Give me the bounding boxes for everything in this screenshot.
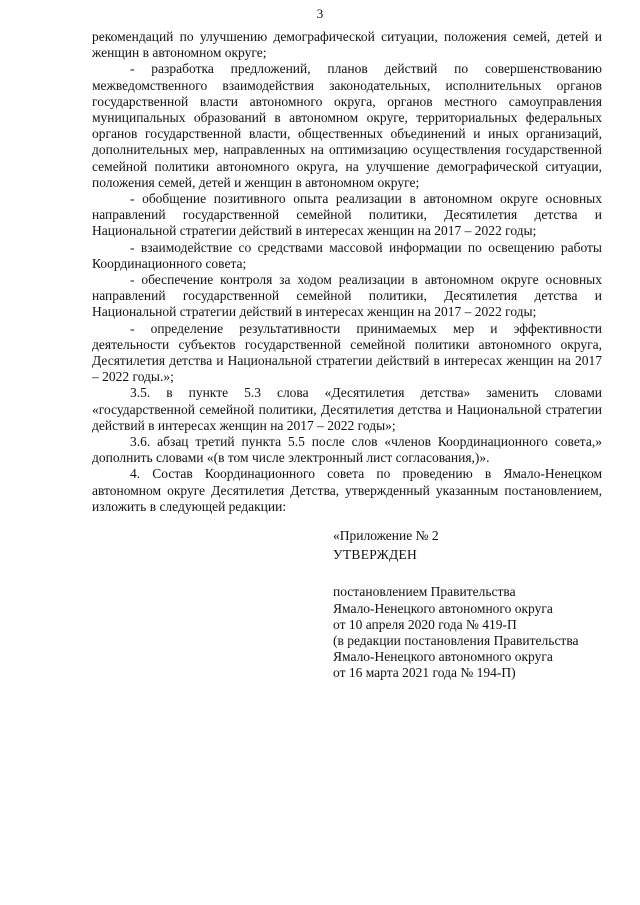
- paragraph: - обеспечение контроля за ходом реализации в автономном округе основных направлений государственной семейной политики, Десятилетия детства и Национальной стратегии действий в интересах женщин на 2017 – 2022 годы;: [92, 272, 602, 320]
- appendix-header: [333, 528, 623, 682]
- appendix-line: постановлением Правительства: [333, 584, 516, 600]
- paragraph: - обобщение позитивного опыта реализации в автономном округе основных направлений государственной семейной политики, Десятилетия детства и Национальной стратегии действий в интересах женщин на 2017 – 2022 годы;: [92, 191, 602, 239]
- paragraph: - взаимодействие со средствами массовой информации по освещению работы Координационного совета;: [92, 239, 602, 271]
- appendix-line: от 10 апреля 2020 года № 419-П: [333, 616, 517, 632]
- spacer: [333, 563, 623, 584]
- appendix-line: (в редакции постановления Правительства: [333, 633, 579, 649]
- appendix-line: Ямало-Ненецкого автономного округа: [333, 649, 553, 665]
- appendix-line: Ямало-Ненецкого автономного округа: [333, 600, 553, 616]
- appendix-title: «Приложение № 2: [333, 528, 439, 543]
- page-number: 3: [316, 6, 324, 21]
- paragraph: рекомендаций по улучшению демографической ситуации, положения семей, детей и женщин в автономном округе;: [92, 29, 602, 61]
- paragraph: 3.6. абзац третий пункта 5.5 после слов «членов Координационного совета,» дополнить словами «(в том числе электронный лист согласования,)».: [92, 434, 602, 466]
- paragraph: 4. Состав Координационного совета по проведению в Ямало-Ненецком автономном округе Десятилетия Детства, утвержденный указанным постановлением, изложить в следующей редакции:: [92, 466, 602, 514]
- paragraph: - определение результативности принимаемых мер и эффективности деятельности субъектов государственной семейной политики автономного округа, Десятилетия детства и Национальной стратегии действий в интересах женщин на 2017 – 2022 годы.»;: [92, 320, 602, 385]
- approved-stamp: УТВЕРЖДЕН: [333, 547, 418, 563]
- appendix-line: от 16 марта 2021 года № 194-П): [333, 665, 516, 681]
- body-text: [92, 29, 602, 515]
- paragraph: 3.5. в пункте 5.3 слова «Десятилетия детства» заменить словами «государственной семейной политики, Десятилетия детства и Национальной стратегии действий в интересах женщин на 2017 – 2022 годы»;: [92, 385, 602, 433]
- paragraph: - разработка предложений, планов действий по совершенствованию межведомственного взаимодействия законодательных, исполнительных органов государственной власти автономного округа, органов местного самоуправления муниципальных образований в автономном округе, территориальных федеральных органов государственной власти, общественных объединений и иных организаций, дополнительных мер, направленных на оптимизацию осуществления государственной семейной политики автономного округа, на улучшение демографической ситуации, положения семей, детей и женщин в автономном округе;: [92, 61, 602, 190]
